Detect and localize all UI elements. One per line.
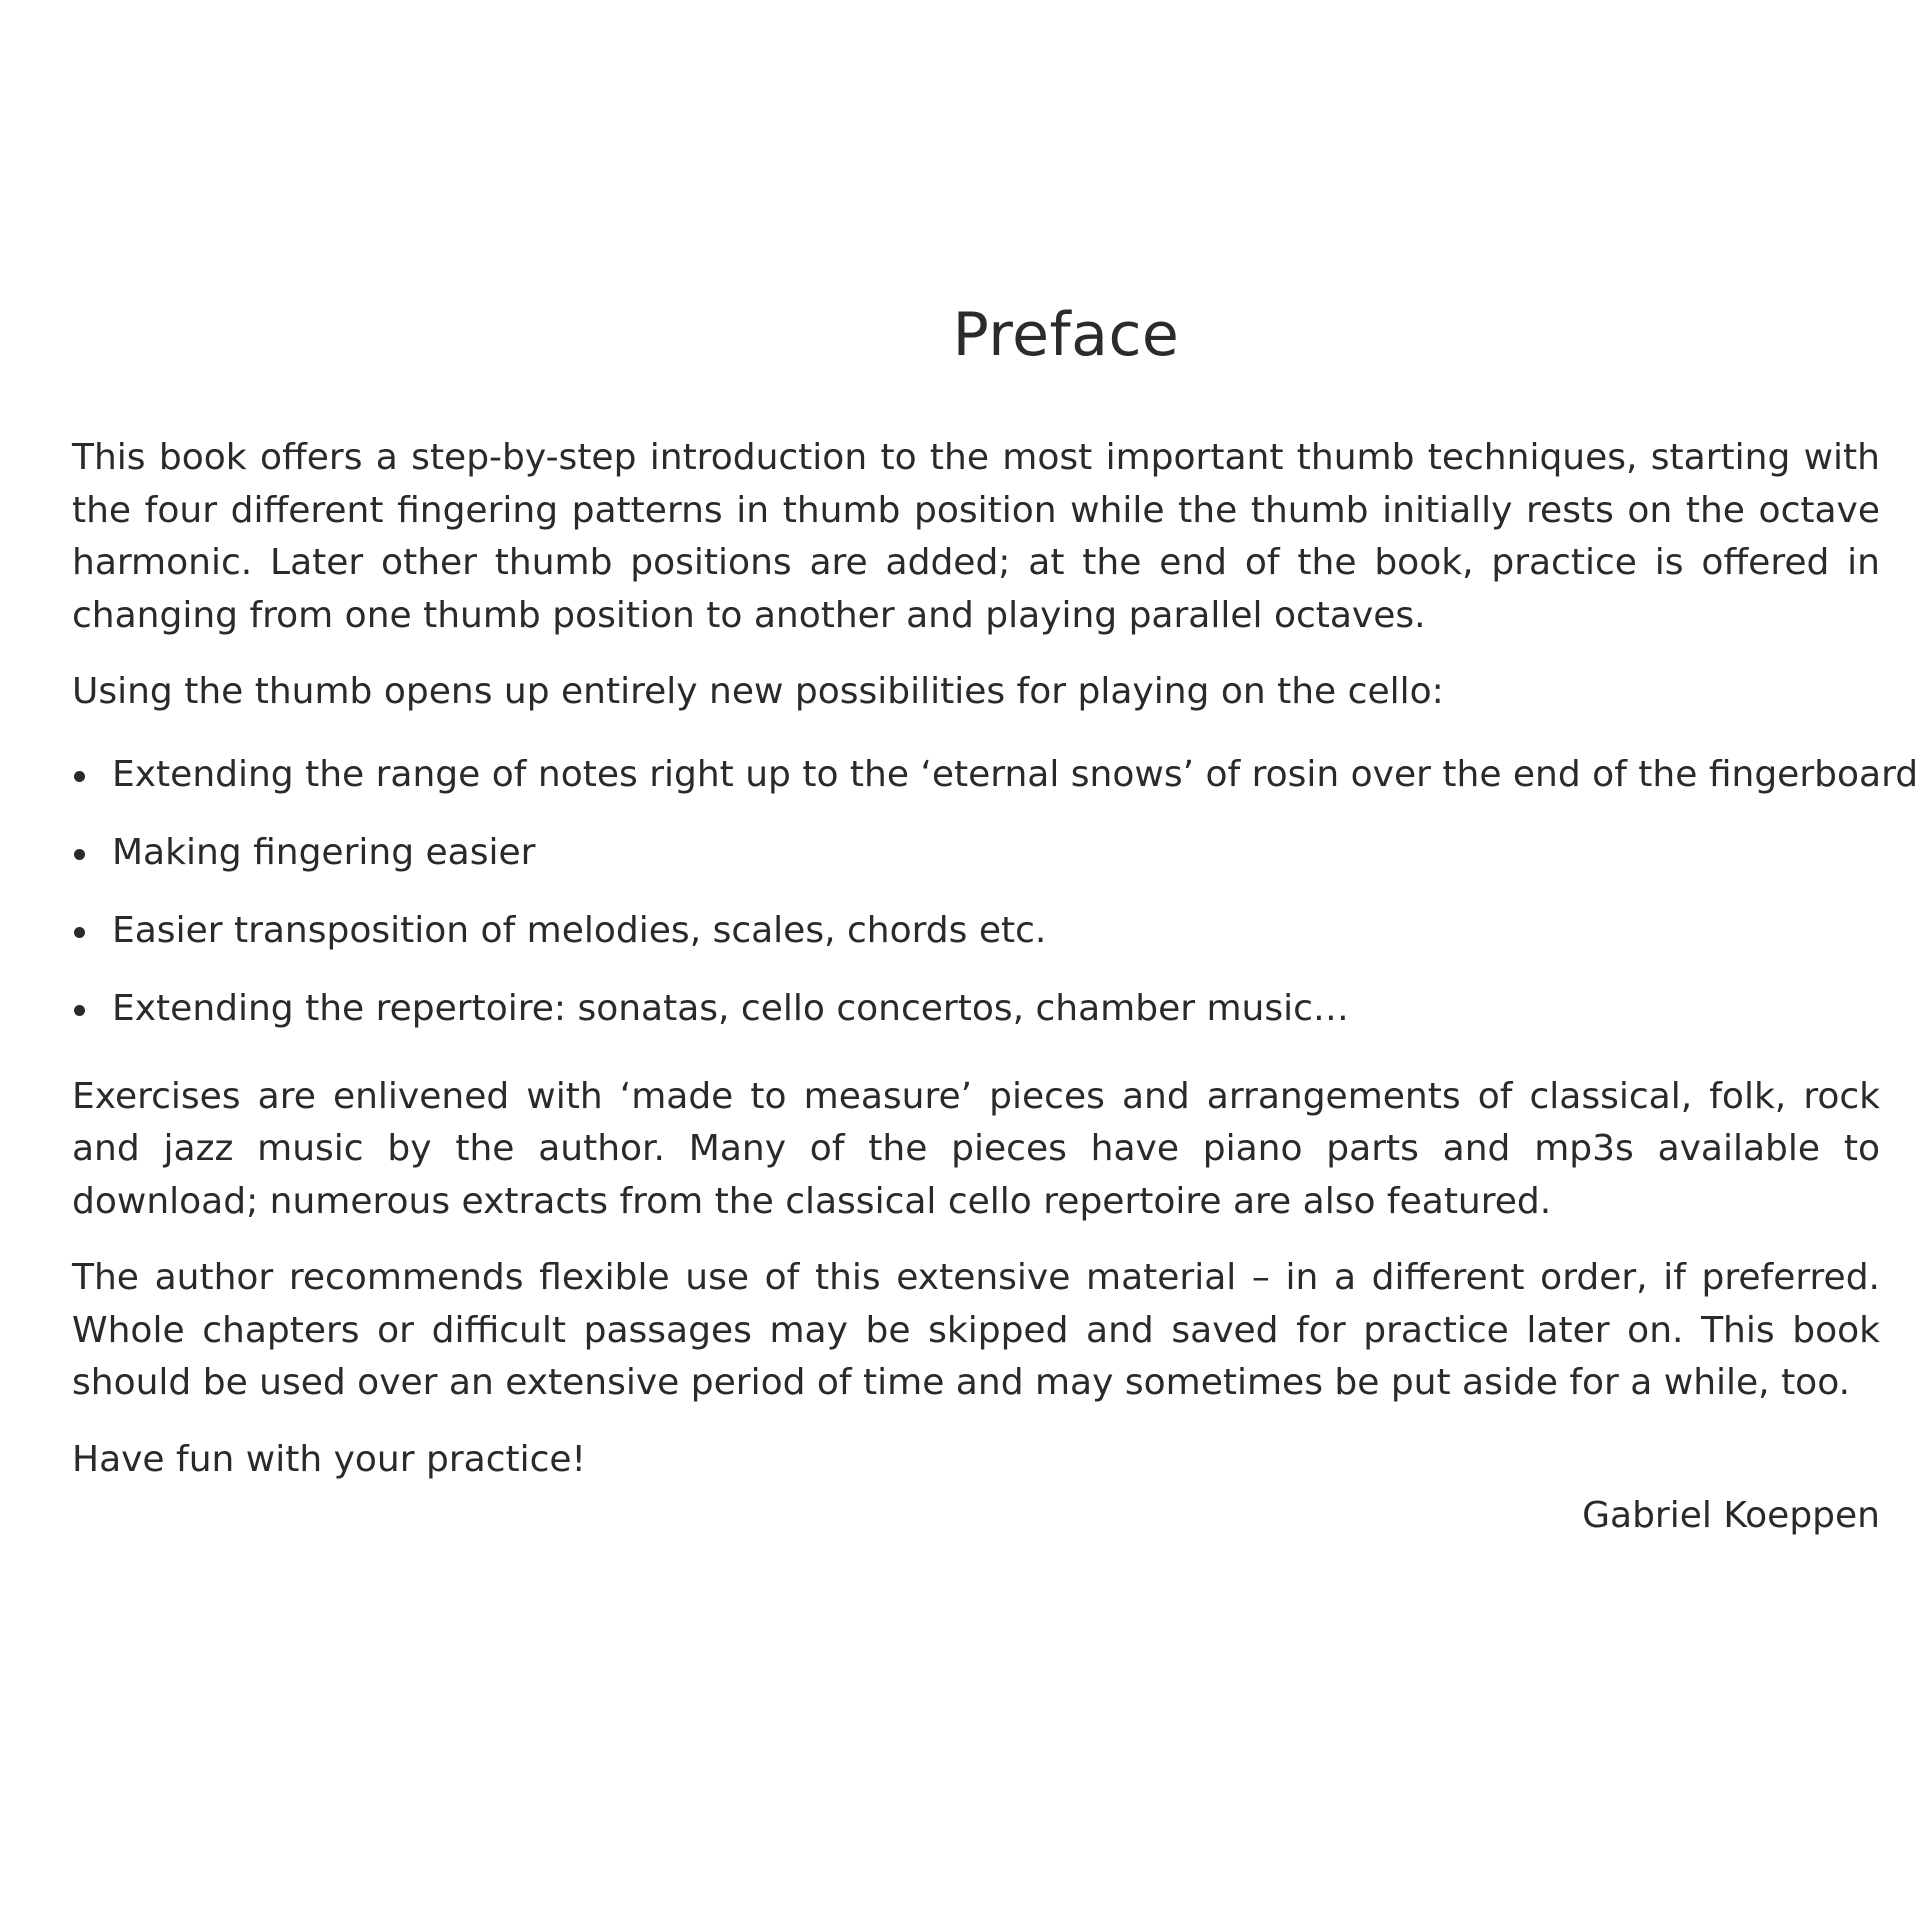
list-item <box>72 749 1919 801</box>
list-item <box>72 983 1880 1035</box>
benefits-list <box>72 749 1919 1035</box>
bullet-icon <box>74 849 85 860</box>
list-item-text: Making fingering easier <box>112 831 536 873</box>
bullet-icon <box>74 771 85 782</box>
list-item <box>72 905 1880 957</box>
lead-in-paragraph: Using the thumb opens up entirely new possibilities for playing on the cello: <box>72 671 1444 712</box>
preface-page <box>72 300 1919 1542</box>
list-item <box>72 827 1880 879</box>
bullet-icon <box>74 927 85 938</box>
recommendation-paragraph: The author recommends flexible use of this extensive material – in a different order, if preferred. Whole chapters or difficult passages may be skipped and saved for practice later on. This book should be used over an extensive period of time and may sometimes be put aside for a while, too. <box>72 1257 1880 1403</box>
list-item-text: Extending the range of notes right up to the ‘eternal snows’ of rosin over the end of the fingerboard <box>112 753 1919 795</box>
closing-line: Have fun with your practice! <box>72 1438 586 1480</box>
list-item-text: Easier transposition of melodies, scales, chords etc. <box>112 909 1047 951</box>
exercises-paragraph: Exercises are enlivened with ‘made to measure’ pieces and arrangements of classical, folk, rock and jazz music by the author. Many of the pieces have piano parts and mp3s available to download; numerous extracts from the classical cello repertoire are also featured. <box>72 1075 1880 1222</box>
intro-paragraph: This book offers a step-by-step introduction to the most important thumb techniques, starting with the four different fingering patterns in thumb position while the thumb initially rests on the octave harmonic. Later other thumb positions are added; at the end of the book, practice is offered in changing from one thumb position to another and playing parallel octaves. <box>72 437 1880 636</box>
list-item-text: Extending the repertoire: sonatas, cello concertos, chamber music… <box>112 987 1349 1029</box>
bullet-icon <box>74 1005 85 1016</box>
author-signature: Gabriel Koeppen <box>1582 1494 1880 1536</box>
page-title: Preface <box>952 300 1180 370</box>
